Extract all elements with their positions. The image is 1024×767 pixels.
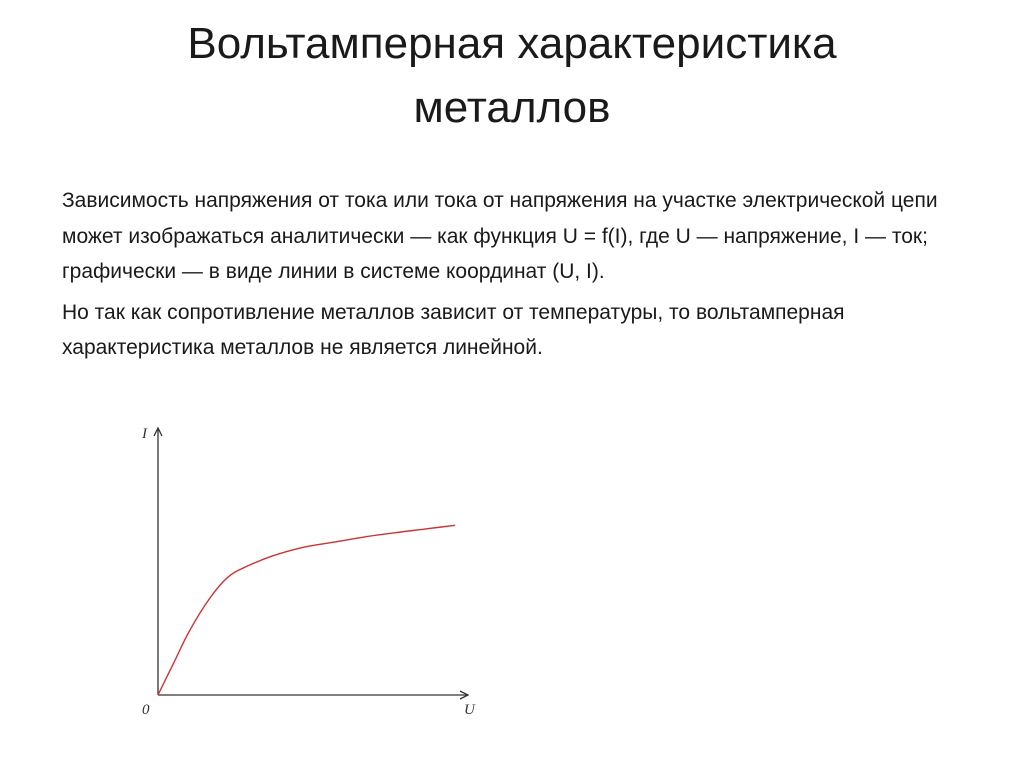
x-axis-label: U bbox=[464, 702, 475, 718]
slide-title bbox=[60, 12, 964, 140]
paragraph-definition: Зависимость напряжения от тока или тока от напряжения на участке электрической цепи может изображаться аналитически — как функция U = f(I), где U — напряжение, I — ток; графически — в виде линии в системе координат (U, I). bbox=[62, 189, 938, 283]
slide-title-line-1: Вольтамперная характеристика bbox=[187, 19, 837, 68]
origin-label: 0 bbox=[142, 702, 150, 718]
chart-axes bbox=[154, 428, 468, 699]
y-axis-label: I bbox=[142, 426, 147, 442]
iv-characteristic-chart bbox=[130, 418, 490, 728]
slide-body bbox=[62, 183, 962, 366]
slide-title-line-2: металлов bbox=[413, 83, 611, 132]
iv-curve bbox=[158, 525, 455, 695]
paragraph-nonlinearity: Но так как сопротивление металлов зависит от температуры, то вольтамперная характеристика металлов не является линейной. bbox=[62, 300, 845, 359]
